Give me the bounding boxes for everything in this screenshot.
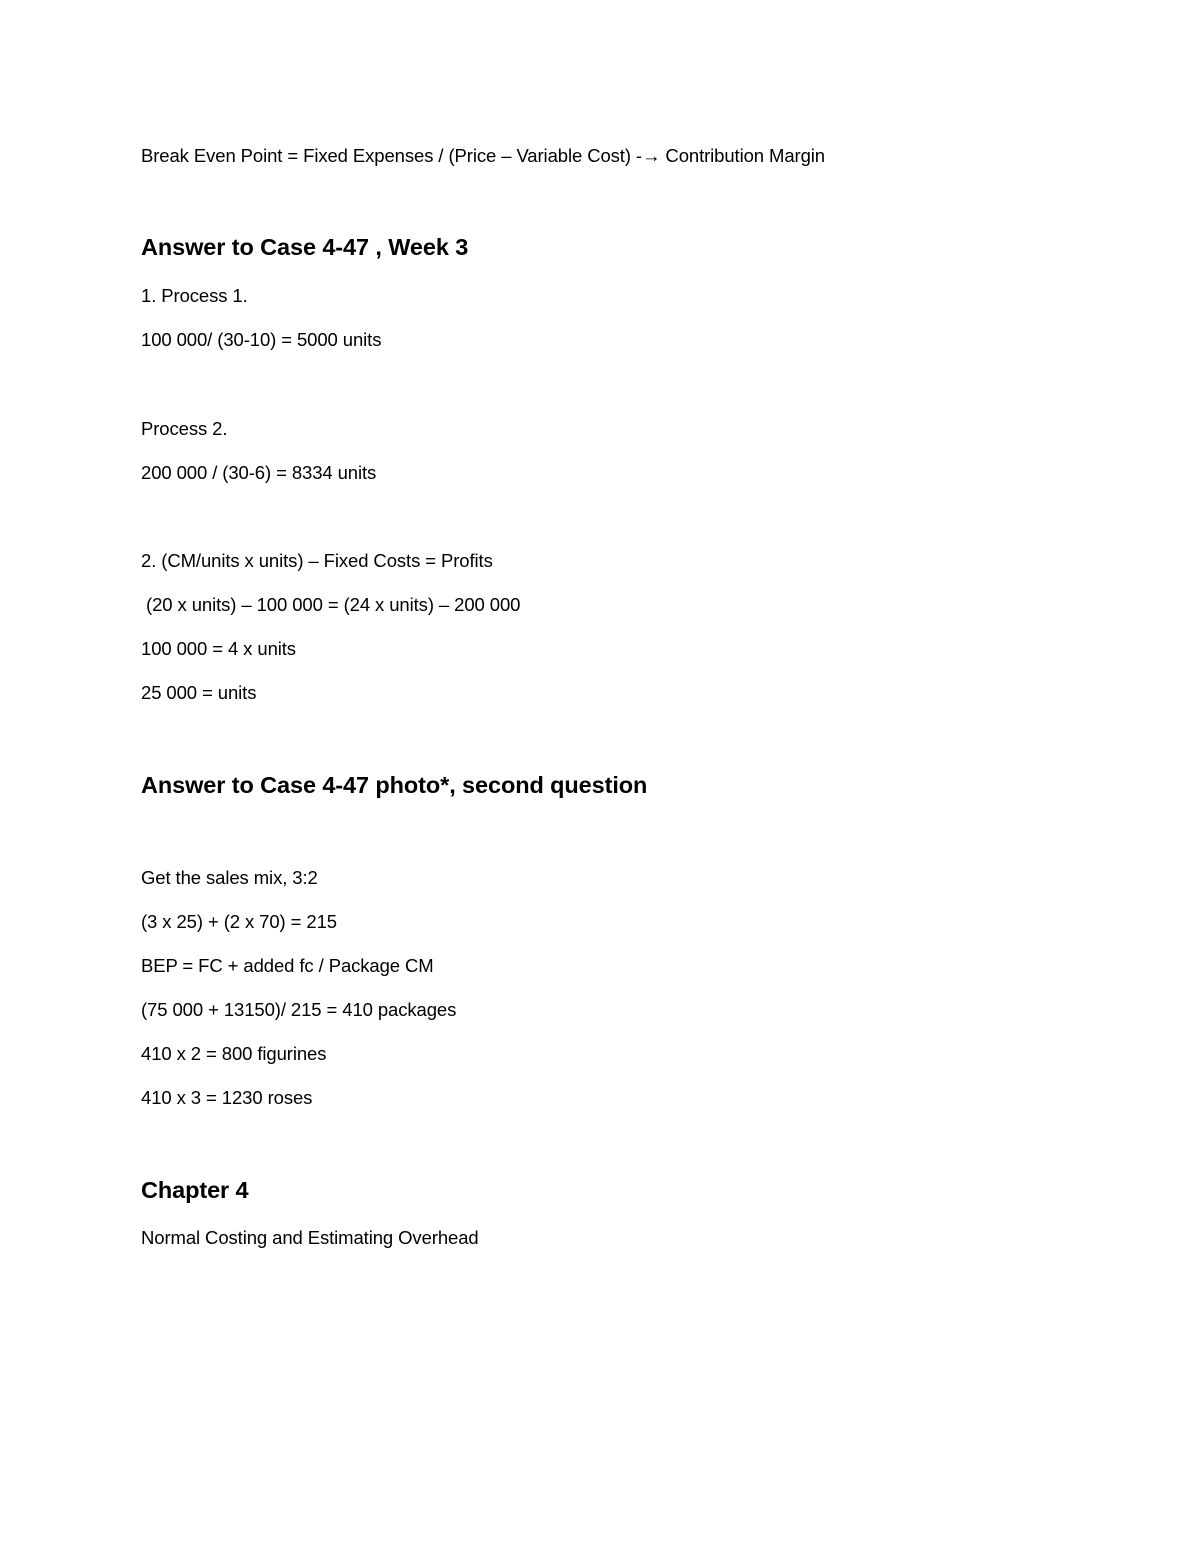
- text-line: 410 x 2 = 800 figurines: [141, 1043, 327, 1064]
- section-heading-chapter-4: Chapter 4: [141, 1177, 249, 1203]
- text-line: Normal Costing and Estimating Overhead: [141, 1227, 479, 1248]
- section-heading-case-photo: Answer to Case 4-47 photo*, second question: [141, 772, 648, 798]
- text-line: (75 000 + 13150)/ 215 = 410 packages: [141, 999, 457, 1020]
- break-even-formula: Break Even Point = Fixed Expenses / (Price – Variable Cost) -→ Contribution Margin: [141, 145, 825, 166]
- text-line: 410 x 3 = 1230 roses: [141, 1087, 313, 1108]
- text-line: 25 000 = units: [141, 682, 257, 703]
- text-line: (20 x units) – 100 000 = (24 x units) – 200 000: [141, 594, 521, 615]
- text-line: (3 x 25) + (2 x 70) = 215: [141, 911, 337, 932]
- text-line: BEP = FC + added fc / Package CM: [141, 955, 434, 976]
- text-line: 1. Process 1.: [141, 285, 248, 306]
- section-heading-case-week3: Answer to Case 4-47 , Week 3: [141, 234, 469, 260]
- text-line: 100 000/ (30-10) = 5000 units: [141, 329, 382, 350]
- text-line: 200 000 / (30-6) = 8334 units: [141, 462, 377, 483]
- text-line: 2. (CM/units x units) – Fixed Costs = Profits: [141, 550, 493, 571]
- text-line: Get the sales mix, 3:2: [141, 867, 318, 888]
- text-line: 100 000 = 4 x units: [141, 638, 296, 659]
- text-line: Process 2.: [141, 418, 228, 439]
